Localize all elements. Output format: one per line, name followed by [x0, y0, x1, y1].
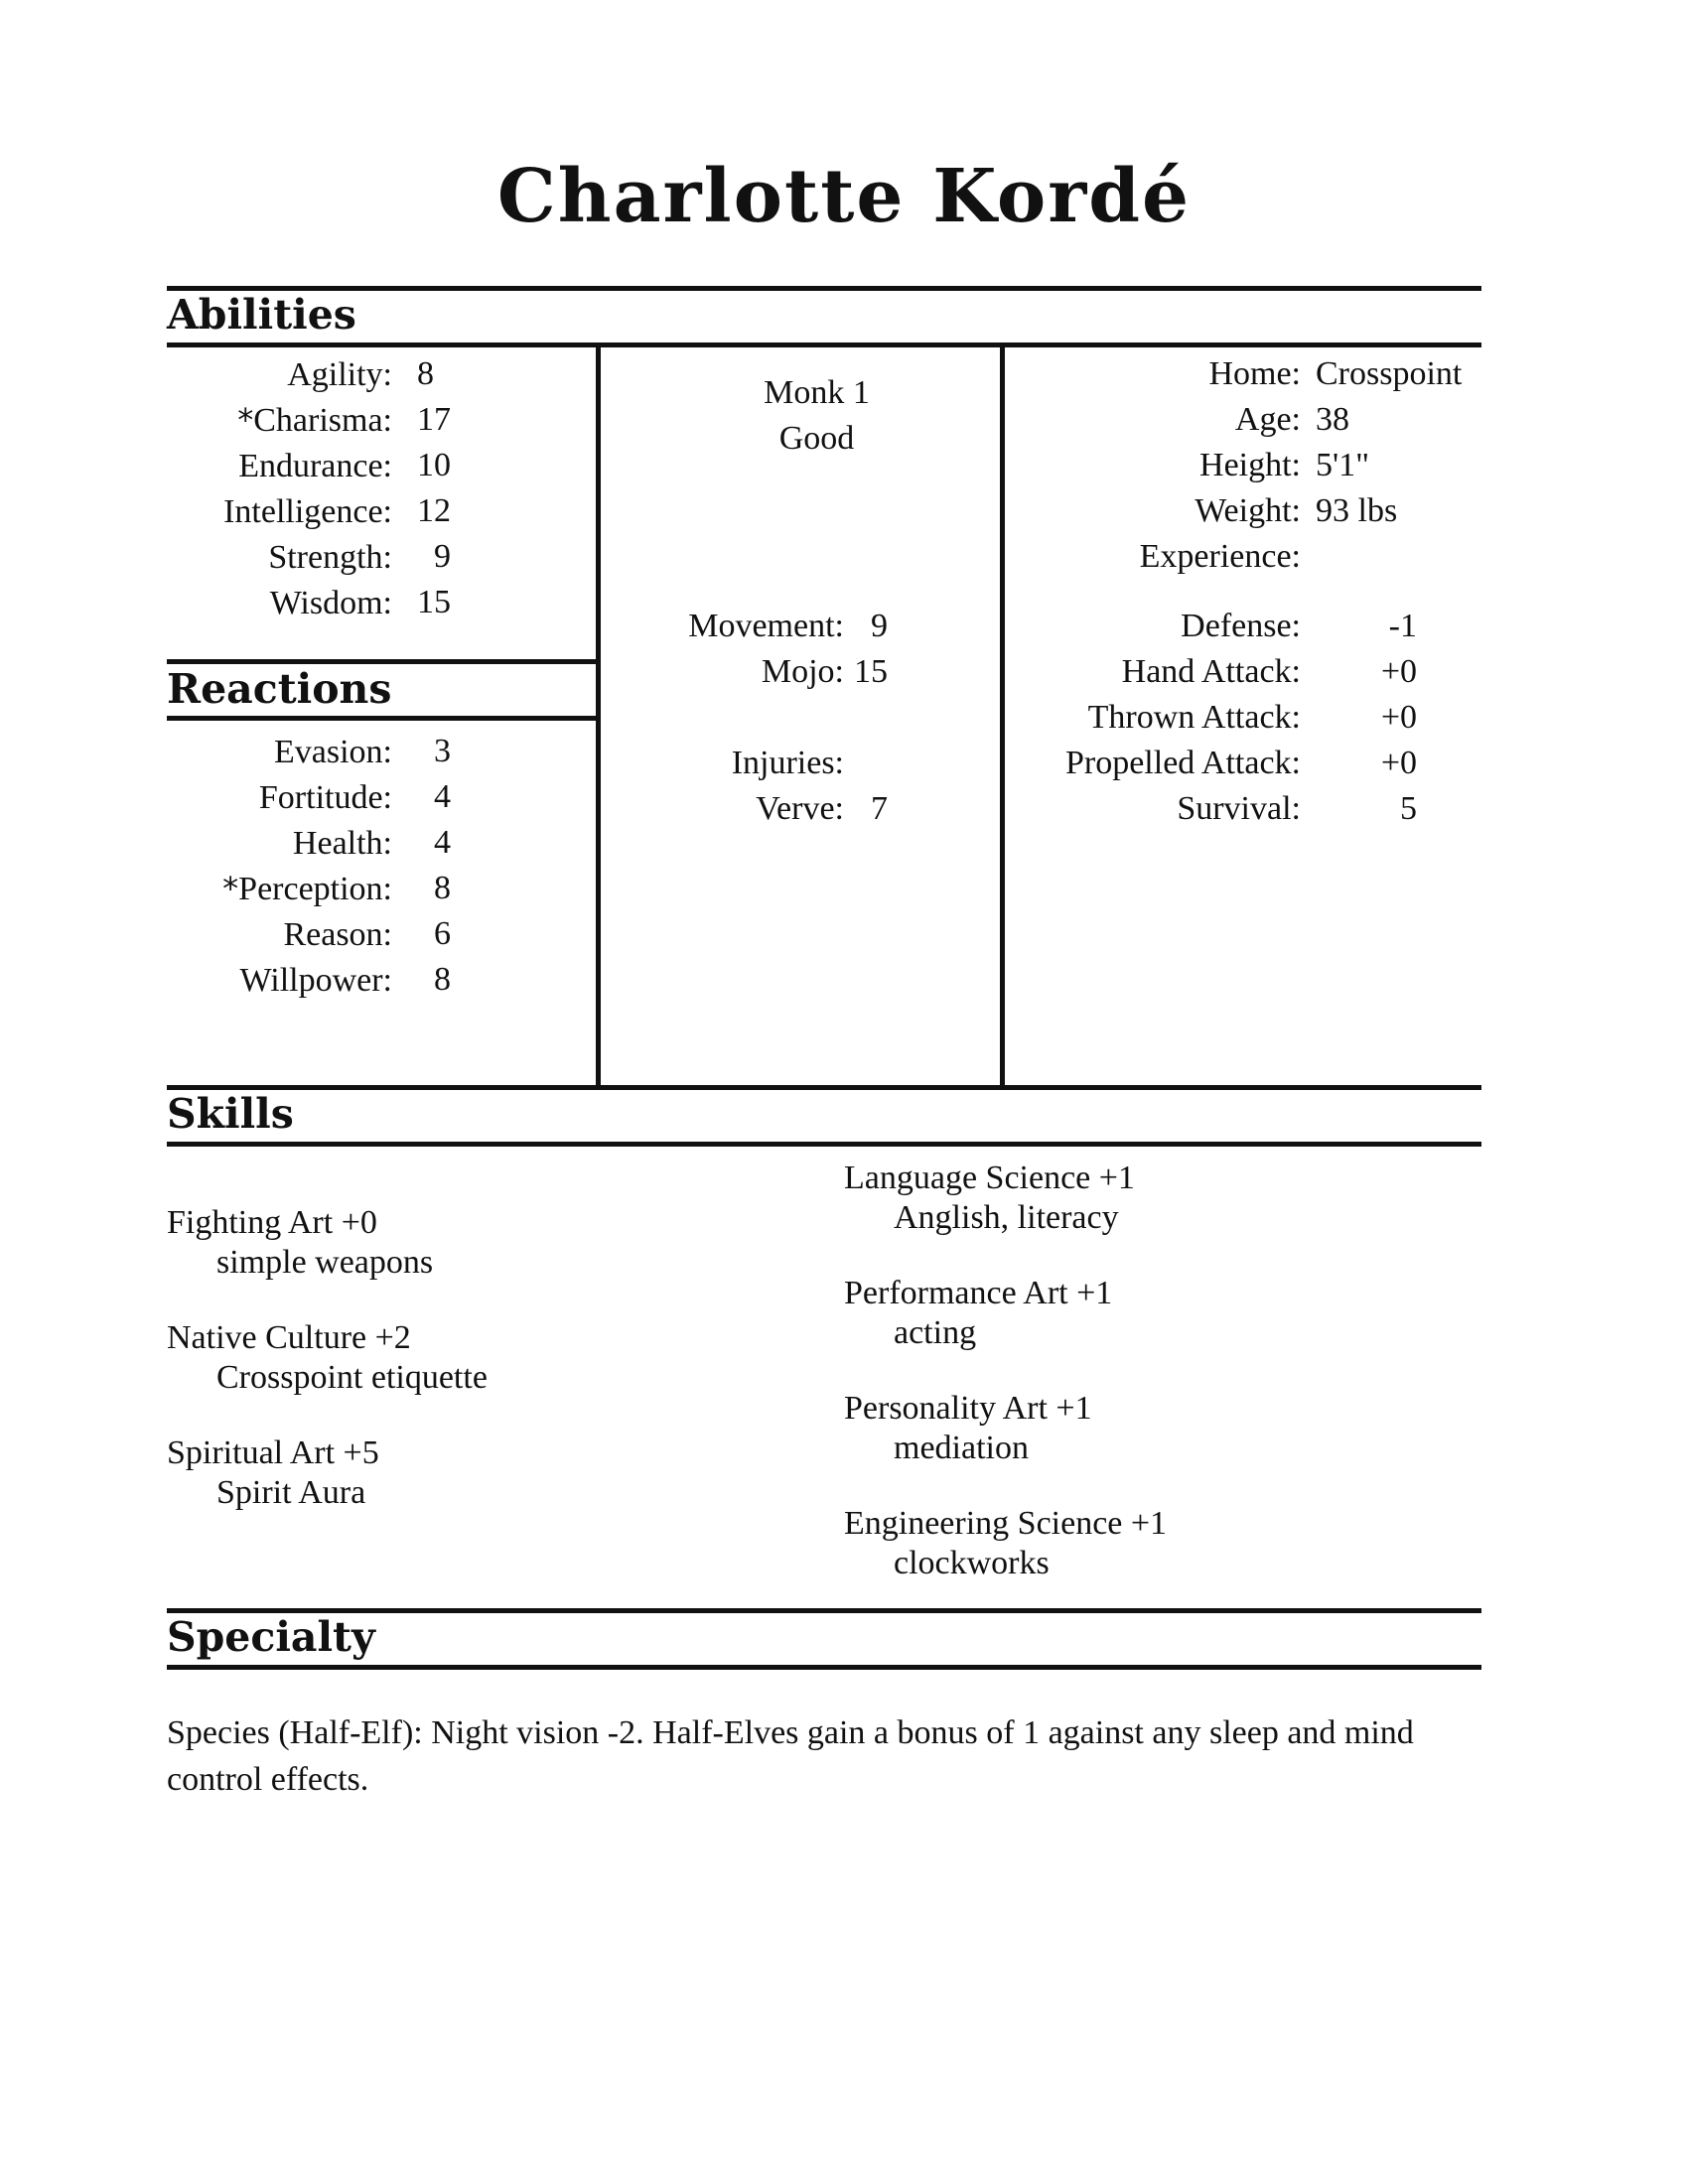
reaction-value: 8 [434, 870, 451, 906]
reaction-row [0, 866, 596, 911]
combat-label: Hand Attack: [1121, 653, 1301, 690]
skill-name: Personality Art +1 [844, 1390, 1092, 1427]
center-stat-label: Injuries: [731, 745, 844, 781]
skill-detail: Anglish, literacy [894, 1199, 1119, 1236]
skill-detail: clockworks [894, 1545, 1050, 1581]
bio-row [1005, 397, 1489, 443]
abilities-heading: Abilities [167, 291, 356, 339]
combat-row [1005, 741, 1489, 786]
center-stat-label: Verve: [756, 790, 844, 827]
bio-value: Crosspoint [1316, 355, 1463, 392]
combat-row [1005, 604, 1489, 649]
ability-row [0, 580, 596, 625]
center-stat-label: Movement: [688, 608, 844, 644]
center-stat-row [601, 604, 1033, 649]
skill-name: Language Science +1 [844, 1160, 1135, 1196]
specialty-heading: Specialty [167, 1613, 375, 1661]
ability-label: Intelligence: [223, 493, 392, 530]
ability-label: Wisdom: [269, 585, 392, 621]
reaction-label: *Perception: [222, 870, 392, 907]
reaction-label: Health: [292, 825, 392, 862]
reaction-label: Evasion: [274, 734, 392, 770]
combat-label: Thrown Attack: [1087, 699, 1301, 736]
center-stat-row [601, 741, 1033, 786]
ability-value: 9 [434, 538, 451, 575]
combat-value: 5 [1400, 790, 1417, 827]
ability-row [0, 397, 596, 443]
divider-abilities [167, 342, 1481, 347]
skill-entry [167, 1203, 433, 1283]
ability-row [0, 351, 596, 397]
skill-entry [844, 1159, 1135, 1238]
star-icon: * [237, 401, 254, 439]
skill-detail: Spirit Aura [216, 1474, 366, 1511]
bio-label: Experience: [1139, 538, 1301, 575]
combat-row [1005, 786, 1489, 832]
center-stat-value: 15 [854, 653, 888, 690]
skill-detail: Crosspoint etiquette [216, 1359, 488, 1396]
divider-specialty [167, 1665, 1481, 1670]
bio-row [1005, 443, 1489, 488]
reaction-value: 4 [434, 778, 451, 815]
reaction-row [0, 729, 596, 774]
reaction-value: 8 [434, 961, 451, 998]
skill-entry [844, 1504, 1167, 1583]
star-icon: * [222, 870, 239, 907]
skill-detail: acting [894, 1314, 977, 1351]
ability-value: 10 [417, 447, 451, 483]
class-level: Monk 1 [764, 374, 870, 411]
combat-label: Propelled Attack: [1064, 745, 1301, 781]
reaction-value: 6 [434, 915, 451, 952]
skill-name: Engineering Science +1 [844, 1505, 1168, 1542]
divider-reactions-top [167, 659, 598, 664]
skill-detail: mediation [894, 1430, 1029, 1466]
center-stat-row [601, 786, 1033, 832]
ability-value: 17 [417, 401, 451, 438]
skill-name: Native Culture +2 [167, 1319, 411, 1356]
center-stat-value: 7 [871, 790, 888, 827]
combat-label: Defense: [1181, 608, 1301, 644]
character-name: Charlotte Kordé [496, 154, 1192, 239]
reaction-label: Willpower: [239, 962, 392, 999]
combat-value: +0 [1380, 745, 1417, 781]
ability-label: Agility: [287, 356, 392, 393]
reaction-row [0, 774, 596, 820]
reaction-label: Fortitude: [258, 779, 392, 816]
divider-top [167, 286, 1481, 291]
ability-row [0, 534, 596, 580]
bio-value: 93 lbs [1316, 492, 1398, 529]
reaction-row [0, 957, 596, 1003]
bio-row [1005, 488, 1489, 534]
reaction-value: 3 [434, 733, 451, 769]
combat-value: +0 [1380, 699, 1417, 736]
center-stat-label: Mojo: [761, 653, 844, 690]
combat-value: +0 [1380, 653, 1417, 690]
skill-name: Fighting Art +0 [167, 1204, 377, 1241]
alignment: Good [778, 420, 855, 457]
divider-reactions [167, 716, 598, 721]
reaction-row [0, 820, 596, 866]
reactions-heading: Reactions [167, 665, 392, 713]
bio-label: Weight: [1195, 492, 1301, 529]
skill-entry [167, 1433, 379, 1513]
ability-value: 12 [417, 492, 451, 529]
divider-skills-top [167, 1085, 1481, 1090]
ability-value: 8 [417, 355, 434, 392]
ability-label: Endurance: [238, 448, 392, 484]
reaction-row [0, 911, 596, 957]
combat-row [1005, 695, 1489, 741]
skills-heading: Skills [167, 1090, 294, 1138]
ability-label: *Charisma: [237, 401, 392, 439]
divider-skills [167, 1142, 1481, 1147]
bio-row [1005, 351, 1489, 397]
skill-entry [844, 1389, 1092, 1468]
ability-row [0, 443, 596, 488]
ability-value: 15 [417, 584, 451, 620]
bio-value: 38 [1316, 401, 1349, 438]
bio-value: 5'1" [1316, 447, 1370, 483]
specialty-text: Species (Half-Elf): Night vision -2. Half-Elves gain a bonus of 1 against any sleep and mind control effects. [167, 1714, 1414, 1798]
skill-detail: simple weapons [216, 1244, 434, 1281]
bio-label: Home: [1208, 355, 1301, 392]
bio-row [1005, 534, 1489, 580]
combat-label: Survival: [1177, 790, 1301, 827]
skill-entry [167, 1318, 488, 1398]
combat-value: -1 [1388, 608, 1417, 644]
skill-entry [844, 1274, 1112, 1353]
reaction-label: Reason: [283, 916, 392, 953]
skill-name: Performance Art +1 [844, 1275, 1113, 1311]
skill-name: Spiritual Art +5 [167, 1434, 379, 1471]
center-stat-value: 9 [871, 608, 888, 644]
center-stat-row [601, 649, 1033, 695]
bio-label: Height: [1199, 447, 1301, 483]
combat-row [1005, 649, 1489, 695]
ability-label: Strength: [268, 539, 392, 576]
reaction-value: 4 [434, 824, 451, 861]
ability-row [0, 488, 596, 534]
bio-label: Age: [1234, 401, 1301, 438]
